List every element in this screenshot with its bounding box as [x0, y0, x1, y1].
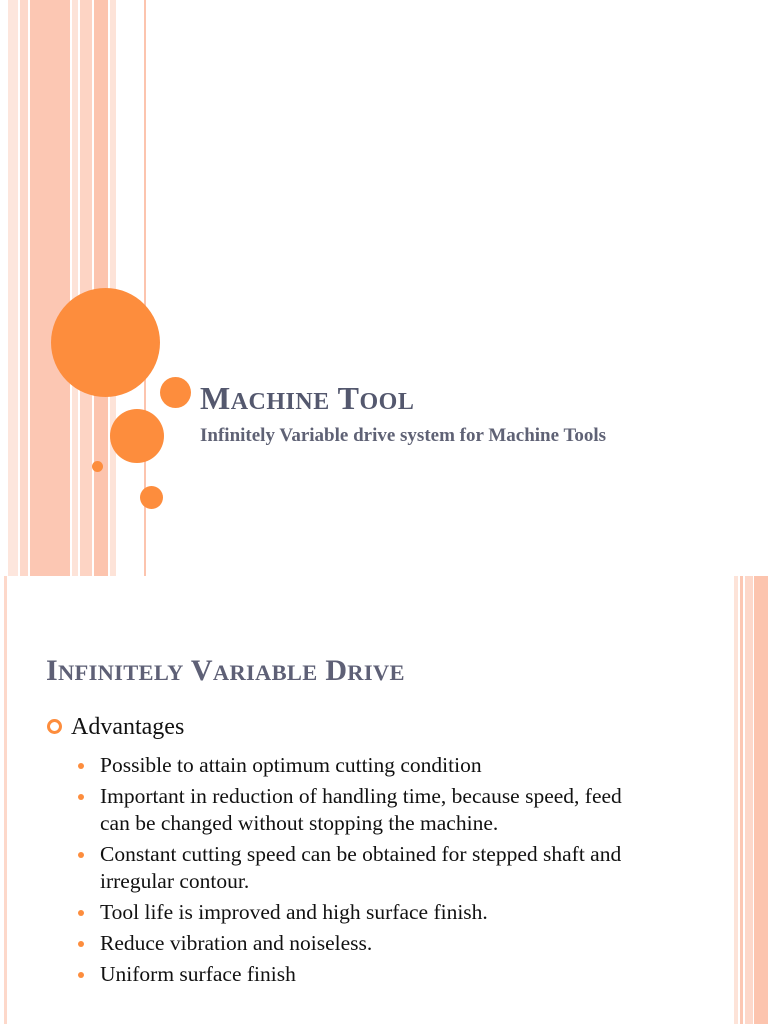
decor-stripe	[72, 0, 78, 576]
slide-subtitle: Infinitely Variable drive system for Machine Tools	[200, 425, 607, 446]
list-item: Uniform surface finish	[78, 961, 648, 988]
decor-circle-small	[160, 377, 191, 408]
decor-circle-large	[51, 288, 160, 397]
decor-stripe	[30, 0, 70, 576]
bullet-dot-icon	[78, 910, 84, 916]
bullet-heading: Advantages	[47, 714, 184, 741]
decor-stripe	[20, 0, 28, 576]
slide-title: INFINITELY VARIABLE DRIVE	[46, 654, 405, 687]
decor-circle-tiny	[92, 461, 103, 472]
list-item: Constant cutting speed can be obtained for stepped shaft and irregular contour.	[78, 841, 648, 895]
decor-circle-small	[140, 486, 163, 509]
advantages-list	[78, 752, 648, 992]
decor-stripe	[754, 576, 768, 1024]
decor-stripe	[8, 0, 18, 576]
list-item: Possible to attain optimum cutting condition	[78, 752, 648, 779]
list-item: Reduce vibration and noiseless.	[78, 930, 648, 957]
decor-stripe	[80, 0, 92, 576]
decor-stripe	[740, 576, 743, 1024]
bullet-dot-icon	[78, 852, 84, 858]
bullet-dot-icon	[78, 941, 84, 947]
content-slide	[0, 576, 768, 1024]
decor-circle-medium	[110, 409, 164, 463]
decor-stripe	[4, 576, 7, 1024]
decor-stripe	[745, 576, 753, 1024]
bullet-dot-icon	[78, 794, 84, 800]
list-item: Important in reduction of handling time, because speed, feed can be changed without stopping the machine.	[78, 783, 648, 837]
decor-stripe	[734, 576, 738, 1024]
list-item: Tool life is improved and high surface finish.	[78, 899, 648, 926]
bullet-dot-icon	[78, 763, 84, 769]
bullet-dot-icon	[78, 972, 84, 978]
slide-title: MACHINE TOOL	[200, 380, 415, 416]
ring-bullet-icon	[47, 719, 62, 734]
